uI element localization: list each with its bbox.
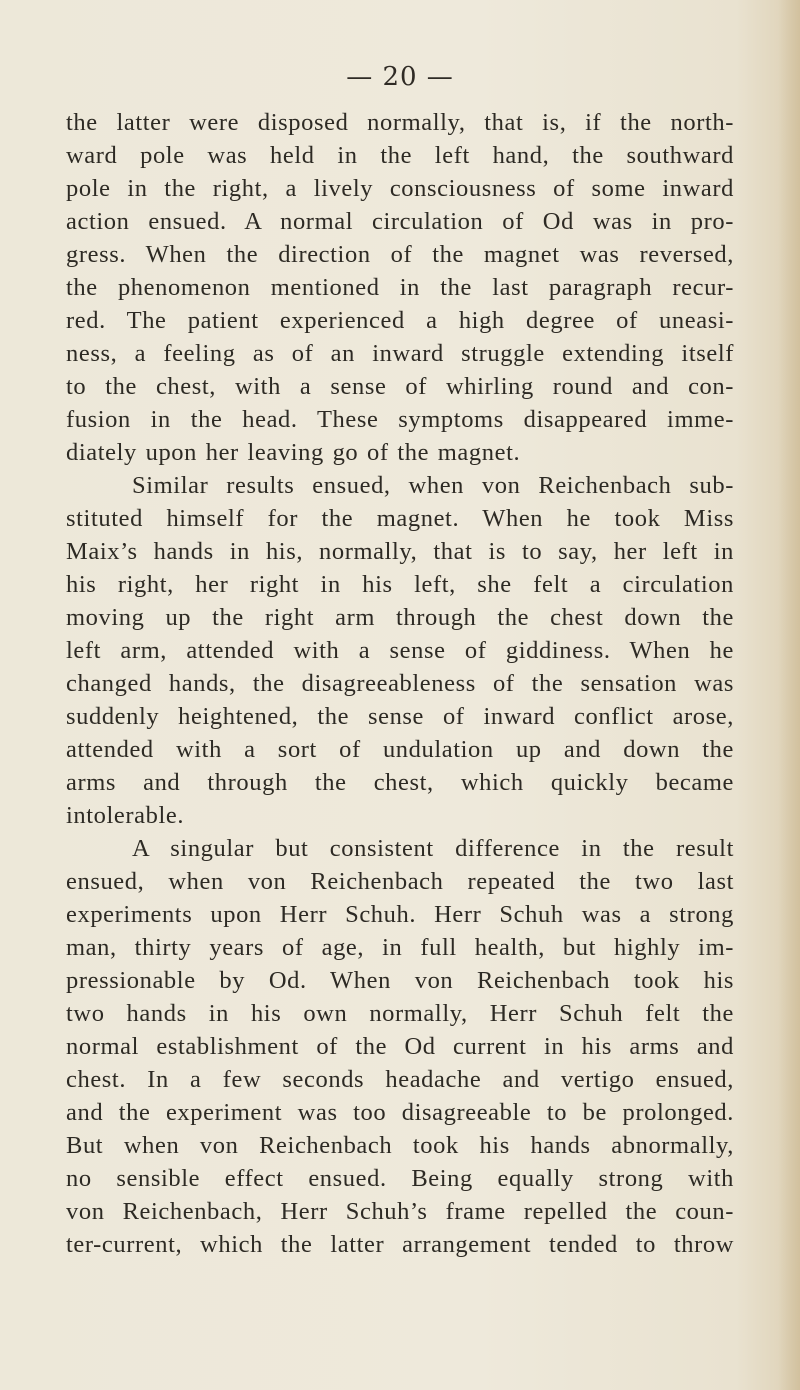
text-line: fusion in the head. These symptoms disappeared imme- [66,406,734,433]
text-line: ward pole was held in the left hand, the southward [66,142,734,169]
text-line: von Reichenbach, Herr Schuh’s frame repelled the coun- [66,1198,734,1225]
text-line: intolerable. [66,802,185,829]
body-text [66,106,734,1261]
text-line: to the chest, with a sense of whirling round and con- [66,373,734,400]
text-line: pole in the right, a lively consciousness of some inward [66,175,734,202]
text-line: attended with a sort of undulation up and down the [66,736,734,763]
text-line: A singular but consistent difference in the result [132,835,734,862]
text-line: action ensued. A normal circulation of Od was in pro- [66,208,734,235]
text-line: changed hands, the disagreeableness of the sensation was [66,670,734,697]
text-line: experiments upon Herr Schuh. Herr Schuh was a strong [66,901,734,928]
text-line: ensued, when von Reichenbach repeated the two last [66,868,734,895]
text-line: suddenly heightened, the sense of inward conflict arose, [66,703,734,730]
text-line: ness, a feeling as of an inward struggle extending itself [66,340,734,367]
text-line: pressionable by Od. When von Reichenbach took his [66,967,734,994]
text-line: chest. In a few seconds headache and vertigo ensued, [66,1066,734,1093]
text-line: Maix’s hands in his, normally, that is to say, her left in [66,538,734,565]
text-line: the phenomenon mentioned in the last paragraph recur- [66,274,734,301]
text-line: left arm, attended with a sense of giddiness. When he [66,637,734,664]
page-number: — 20 — [346,62,454,92]
text-line: arms and through the chest, which quickly became [66,769,734,796]
text-line: normal establishment of the Od current in his arms and [66,1033,734,1060]
text-line: But when von Reichenbach took his hands abnormally, [66,1132,734,1159]
text-line: his right, her right in his left, she felt a circulation [66,571,734,598]
text-line: no sensible effect ensued. Being equally strong with [66,1165,734,1192]
text-line: the latter were disposed normally, that is, if the north- [66,109,734,136]
text-line: ter-current, which the latter arrangement tended to throw [66,1231,734,1258]
text-line: two hands in his own normally, Herr Schuh felt the [66,1000,734,1027]
text-line: moving up the right arm through the chest down the [66,604,734,631]
text-line: red. The patient experienced a high degree of uneasi- [66,307,734,334]
text-line: gress. When the direction of the magnet was reversed, [66,241,734,268]
text-line: stituted himself for the magnet. When he took Miss [66,505,734,532]
text-line: man, thirty years of age, in full health, but highly im- [66,934,734,961]
text-line: Similar results ensued, when von Reichenbach sub- [132,472,734,499]
page-edge-shadow [778,0,800,1390]
text-line: diately upon her leaving go of the magnet. [66,439,521,466]
text-line: and the experiment was too disagreeable to be prolonged. [66,1099,734,1126]
